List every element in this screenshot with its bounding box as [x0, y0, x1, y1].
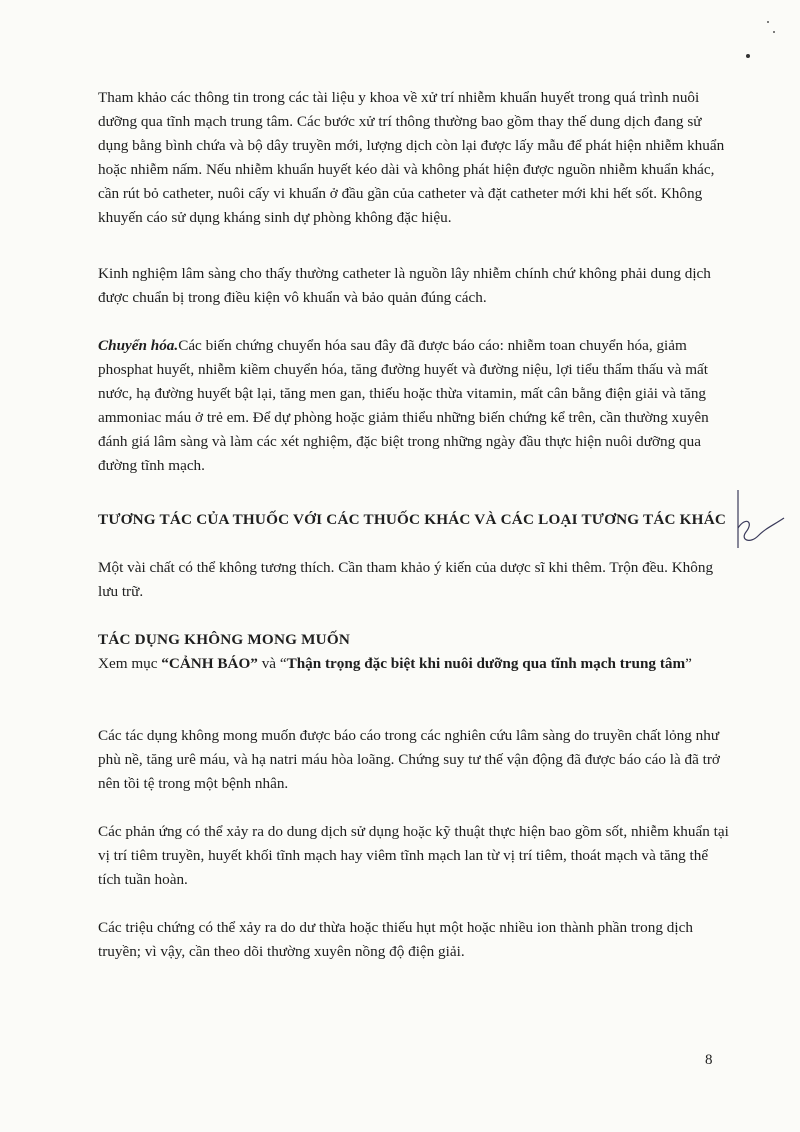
paragraph-symptoms: Các triệu chứng có thể xảy ra do dư thừa hoặc thiếu hụt một hoặc nhiều ion thành phần trong dịch truyền; vì vậy, cần theo dõi thường xuyên nồng độ điện giải. — [98, 919, 693, 960]
scan-specks-decoration — [740, 10, 790, 70]
heading-adverse-effects: TÁC DỤNG KHÔNG MONG MUỐN — [98, 631, 351, 648]
ref-special-precautions: Thận trọng đặc biệt khi nuôi dưỡng qua tĩnh mạch trung tâm — [286, 655, 686, 672]
paragraph-interactions: Một vài chất có thể không tương thích. Cần tham khảo ý kiến của dược sĩ khi thêm. Trộn đều. Không lưu trữ. — [98, 559, 714, 600]
paragraph-see-section — [98, 652, 730, 676]
page-number: 8 — [705, 1052, 713, 1068]
heading-drug-interactions: TƯƠNG TÁC CỦA THUỐC VỚI CÁC THUỐC KHÁC VÀ CÁC LOẠI TƯƠNG TÁC KHÁC — [98, 511, 727, 528]
paragraph-catheter-source: Kinh nghiệm lâm sàng cho thấy thường catheter là nguồn lây nhiễm chính chứ không phải dung dịch được chuẩn bị trong điều kiện vô khuẩn và bảo quản đúng cách. — [98, 265, 711, 306]
see-prefix: Xem mục — [98, 655, 162, 672]
metabolic-body: Các biến chứng chuyển hóa sau đây đã được báo cáo: nhiễm toan chuyển hóa, giảm phosphat huyết, nhiễm kiềm chuyển hóa, tăng đường huyết và đường niệu, lợi tiểu thẩm thấu và mất nước, hạ đường huyết bật lại, tăng men gan, thiếu hoặc thừa vitamin, mất cân bằng điện giải và tăng ammoniac máu ở trẻ em. Để dự phòng hoặc giảm thiểu những biến chứng kể trên, cần thường xuyên đánh giá lâm sàng và làm các xét nghiệm, đặc biệt trong những ngày đầu thực hiện nuôi dưỡng qua đường tĩnh mạch. — [98, 337, 709, 474]
ref-warning: “CẢNH BÁO” — [161, 655, 258, 672]
metabolic-lead: Chuyển hóa. — [98, 337, 179, 354]
paragraph-sepsis-management: Tham khảo các thông tin trong các tài liệu y khoa về xử trí nhiễm khuẩn huyết trong quá trình nuôi dưỡng qua tĩnh mạch trung tâm. Các bước xử trí thông thường bao gồm thay thế dung dịch đang sử dụng bằng bình chứa và bộ dây truyền mới, lượng dịch còn lại được lấy mẫu để phát hiện nhiễm khuẩn hoặc nhiễm nấm. Nếu nhiễm khuẩn huyết kéo dài và không phát hiện được nguồn nhiễm khuẩn khác, cần rút bỏ catheter, nuôi cấy vi khuẩn ở đầu gần của catheter và đặt catheter mới khi hết sốt. Không khuyến cáo sử dụng kháng sinh dự phòng không đặc hiệu. — [98, 89, 725, 226]
handwritten-signature-mark — [728, 488, 788, 558]
see-end: ” — [685, 655, 692, 672]
paragraph-reactions: Các phản ứng có thể xảy ra do dung dịch sử dụng hoặc kỹ thuật thực hiện bao gồm sốt, nhiễm khuẩn tại vị trí tiêm truyền, huyết khối tĩnh mạch hay viêm tĩnh mạch lan từ vị trí tiêm, thoát mạch và tăng thể tích tuần hoàn. — [98, 823, 729, 888]
paragraph-metabolic — [98, 334, 730, 478]
see-mid: và “ — [257, 655, 287, 672]
paragraph-clinical-adverse: Các tác dụng không mong muốn được báo cáo trong các nghiên cứu lâm sàng do truyền chất lỏng như phù nề, tăng urê máu, và hạ natri máu hòa loãng. Chứng suy tư thế vận động đã được báo cáo là đã trở nên tồi tệ trong một bệnh nhân. — [98, 727, 720, 792]
